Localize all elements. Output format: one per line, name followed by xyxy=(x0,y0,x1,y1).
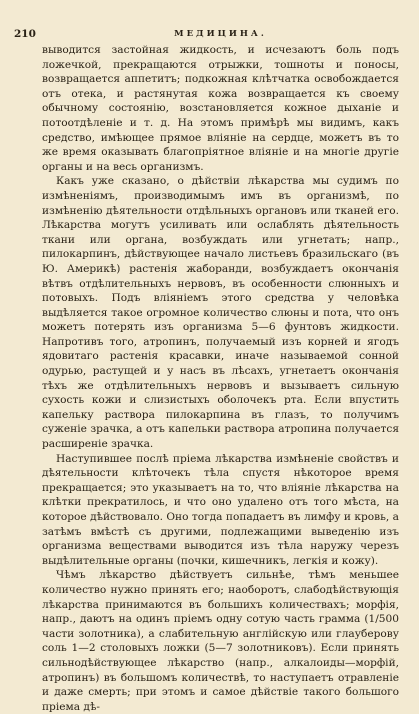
paragraph-1: выводится застойная жидкость, и исчезаютъ боль подъ ложечкой, прекращаются отрыжки, тошноты и поносы, возвращается аппетитъ; подкожная клѣтчатка освобождается отъ отека, и растянутая кожа возвращается къ своему обычному состоянію, возстановляется кожное дыханіе и потоотдѣленіе и т. д. На этомъ примѣрѣ мы видимъ, какъ средство, имѣющее прямое вліяніе на сердце, можетъ въ то же время оказывать благопріятное вліяніе и на многіе другіе органы и на весь организмъ. xyxy=(42,44,399,173)
paragraph-3: Наступившее послѣ пріема лѣкарства измѣненіе свойствъ и дѣятельности клѣточекъ тѣла спустя нѣкоторое время прекращается; это указываетъ на то, что вліяніе лѣкарства на клѣтки прекратилось, и что оно удалено отъ того мѣста, на которое дѣйствовало. Оно тогда попадаетъ въ лимфу и кровь, а затѣмъ вмѣстѣ съ другими, подлежащими выведенію изъ организма веществами выводится изъ тѣла наружу черезъ выдѣлительные органы (почки, кишечникъ, легкія и кожу). xyxy=(42,452,399,567)
paragraph-2: Какъ уже сказано, о дѣйствіи лѣкарства мы судимъ по измѣненіямъ, производимымъ имъ въ организмѣ, по измѣненію дѣятельности отдѣльныхъ органовъ или тканей его. Лѣкарства могутъ усиливать или ослаблять дѣятельность ткани или органа, возбуждать или угнетать; напр., пилокарпинъ, дѣйствующее начало листьевъ бразильскаго (въ Ю. Америкѣ) растенія жаборанди, возбуждаетъ окончанія вѣтвъ отдѣлительныхъ нервовъ, въ особенности слюнныхъ и потовыхъ. Подъ вліяніемъ этого средства у человѣка выдѣляется такое огромное количество слюны и пота, что онъ можетъ потерять изъ организма 5—6 фунтовъ жидкости. Напротивъ того, атропинъ, получаемый изъ корней и ягодъ ядовитаго растенія красавки, иначе называемой сонной одурью, растущей и у насъ въ лѣсахъ, угнетаетъ окончанія тѣхъ же отдѣлительныхъ нервовъ и вызываетъ сильную сухость кожи и слизистыхъ оболочекъ рта. Если впустить капельку раствора пилокарпина въ глазъ, то получимъ суженіе зрачка, а отъ капельки раствора атропина получается расширеніе зрачка. xyxy=(42,175,399,451)
paragraph-4: Чѣмъ лѣкарство дѣйствуетъ сильнѣе, тѣмъ меньшее количество нужно принять его; наоборотъ, слабодѣйствующія лѣкарства принимаются въ большихъ количествахъ; морфія, напр., даютъ на одинъ пріемъ одну сотую часть грамма (1/500 части золотника), а слабительную англійскую или глауберову соль 1—2 столовыхъ ложки (5—7 золотниковъ). Если принять сильнодѣйствующее лѣкарство (напр., алкалоиды—морфій, атропинъ) въ большомъ количествѣ, то наступаетъ отравленіе и даже смерть; при этомъ и самое дѣйствіе такого большого пріема дѣ- xyxy=(42,569,399,713)
page-header xyxy=(14,25,399,43)
running-head: МЕДИЦИНА. xyxy=(174,29,267,39)
page-number: 210 xyxy=(14,28,36,40)
body-text xyxy=(42,43,399,714)
